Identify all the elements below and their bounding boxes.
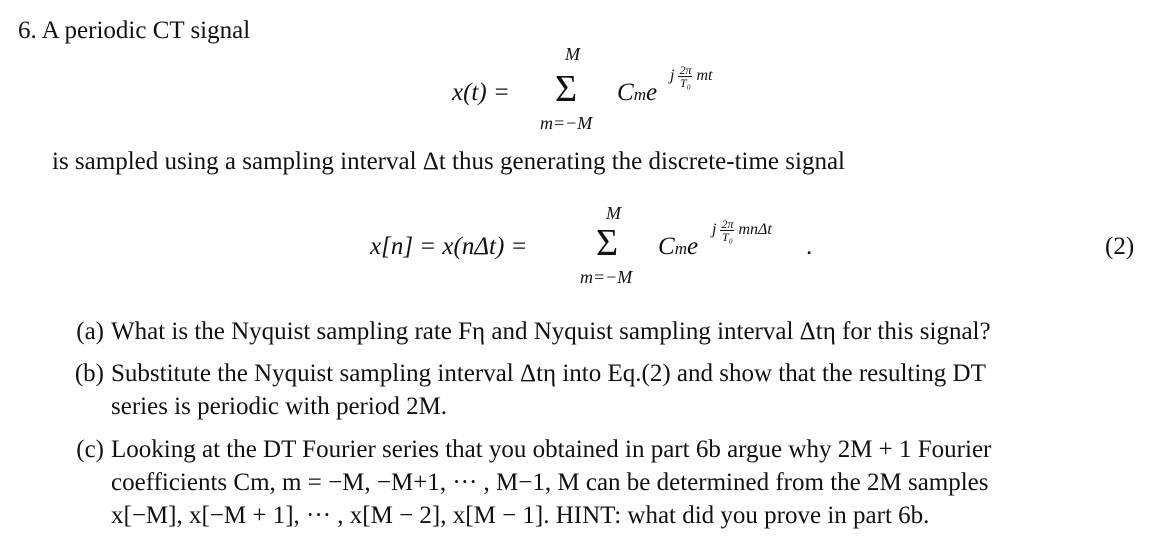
eq1-sum-symbol: Σ: [555, 68, 578, 110]
eq2-upper-limit: M: [606, 203, 621, 223]
eq1-exponent: j $\frac{2\pi}{\text{T₀}}$ mt: [670, 63, 713, 90]
eq1-term: Cme: [617, 79, 658, 106]
part-c-line-1: Looking at the DT Fourier series that you obtained in part 6b argue why 2M + 1 Fourier: [111, 436, 992, 463]
part-a-line-1: What is the Nyquist sampling rate Fη and Nyquist sampling interval Δtη for this signal?: [111, 318, 991, 345]
problem-heading: [18, 18, 250, 43]
eq1-upper-limit: M: [565, 44, 580, 64]
part-c-line-3: x[−M], x[−M + 1], ··· , x[M − 2], x[M − 1]. HINT: what did you prove in part 6b.: [111, 502, 930, 529]
eq1-lhs: x(t) =: [452, 79, 510, 106]
part-a-label: (a): [76, 318, 104, 345]
problem-intro: A periodic CT signal: [41, 17, 251, 44]
eq2-period: .: [806, 233, 813, 260]
part-b-label: (b): [74, 360, 104, 387]
part-b-line-1: Substitute the Nyquist sampling interval Δtη into Eq.(2) and show that the resulting DT: [111, 360, 986, 387]
eq2-lower-limit: m=−M: [580, 267, 633, 287]
part-b-line-2: series is periodic with period 2M.: [111, 393, 448, 420]
eq2-exponent: j $\frac{2\pi}{\text{T₀}}$ mnΔt: [712, 217, 772, 244]
part-c-label: (c): [76, 436, 104, 463]
eq2-number-label: (2): [1105, 233, 1135, 260]
eq1-lower-limit: m=−M: [540, 113, 593, 133]
part-c-line-2: coefficients Cm, m = −M, −M+1, ··· , M−1, M can be determined from the 2M samples: [111, 469, 989, 496]
eq2-sum-symbol: Σ: [596, 222, 619, 264]
eq2-lhs: x[n] = x(nΔt) =: [370, 233, 528, 260]
eq2-term: Cme: [658, 233, 699, 260]
problem-number: 6.: [18, 17, 37, 44]
sampled-sentence: is sampled using a sampling interval Δt thus generating the discrete-time signal: [52, 148, 845, 175]
